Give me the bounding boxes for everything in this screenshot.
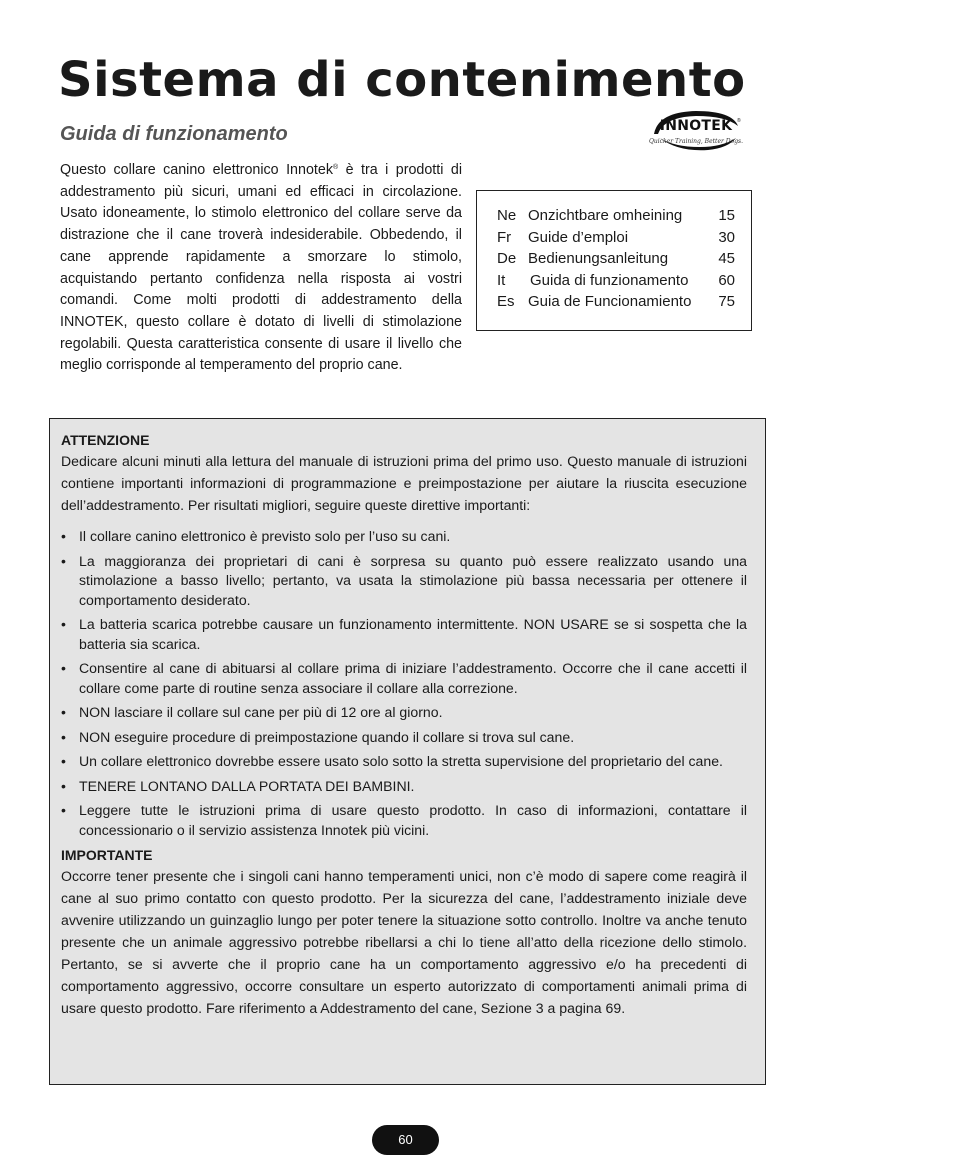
toc-page-number: 45 [718,250,735,267]
list-item [61,615,747,654]
bullet-icon: • [61,753,66,769]
toc-title: Guida di funzionamento [530,272,689,289]
list-item [61,527,747,547]
important-text: Occorre tener presente che i singoli cani hanno temperamenti unici, non c’è modo di sapere come reagirà il cane al suo primo contatto con questo prodotto. Per la sicurezza del cane, l’addestramento iniziale deve avvenire utilizzando un guinzaglio lungo per poter tenere la situazione sotto controllo. Inoltre va anche tenuto presente che un animale aggressivo potrebbe ribellarsi a chi lo tiene all’atto della ricezione dello stimolo. Pertanto, se si avverte che il proprio cane ha un comportamento aggressivo e/o ha precedenti di comportamento aggressivo, occorre consultare un esperto autorizzato di comportamenti animali prima di usare questo prodotto. Fare riferimento a Addestramento del cane, Sezione 3 a pagina 69. [61,868,747,1016]
toc-language-code: Es [497,293,515,310]
list-item [61,552,747,611]
page-title: Sistema di contenimento [58,52,746,108]
list-item [61,801,747,840]
list-item-text: Il collare canino elettronico è previsto solo per l’uso su cani. [79,528,451,544]
toc-language-code: Ne [497,207,517,224]
list-item [61,728,747,748]
intro-registered-mark: ® [332,164,339,171]
list-item-text: NON lasciare il collare sul cane per più di 12 ore al giorno. [79,704,443,720]
bullet-icon: • [61,777,66,794]
list-item [61,752,747,772]
bullet-icon: • [61,616,66,632]
list-item-text: La batteria scarica potrebbe causare un funzionamento intermittente. NON USARE se si sospetta che la batteria sia scarica. [79,616,747,652]
toc-row-ne[interactable] [497,205,735,227]
warning-content [61,430,747,1019]
intro-lead: Questo collare canino elettronico Innotek [60,162,333,178]
intro-paragraph [60,160,462,377]
toc-language-code: It [497,272,506,289]
warning-text: Dedicare alcuni minuti alla lettura del manuale di istruzioni prima del primo uso. Questo manuale di istruzioni contiene importanti informazioni di programmazione e preimpostazione per aiutare la riuscita esecuzione dell’addestramento. Per risultati migliori, seguire queste direttive importanti: [61,453,747,513]
toc-page-number: 75 [718,293,735,310]
innotek-logo [648,108,744,156]
toc-title: Guide d’emploi [528,229,629,246]
important-heading: IMPORTANTE [61,847,153,863]
list-item [61,703,747,723]
toc-page-number: 60 [718,272,735,289]
logo-registered-mark: ® [737,118,741,124]
list-item-text: NON eseguire procedure di preimpostazione quando il collare si trova sul cane. [79,728,575,745]
bullet-icon: • [61,552,66,569]
bullet-icon: • [61,728,66,745]
intro-text: è tra i prodotti di addestramento più sicuri, umani ed efficaci in circolazione. Usato idoneamente, lo stimolo elettronico del collare serve da distrazione che il cane troverà indesiderabile. Obbedendo, il cane apprende rapidamente a smorzare lo stimolo, acquistando pertanto confidenza nella risposta ai vostri comandi. Come molti prodotti di addestramento della INNOTEK, questo collare è dotato di livelli di stimolazione regolabili. Questa caratteristica consente di usare il livello che meglio corrisponde al temperamento del proprio cane. [60,162,462,374]
bullet-icon: • [61,528,66,544]
toc-row-es[interactable] [497,291,735,313]
warning-box [49,418,766,1085]
list-item-text: La maggioranza dei proprietari di cani è sorpresa su quanto può essere realizzato usando una stimolazione a basso livello; pertanto, va usata la stimolazione più bassa necessaria per ottenere il comportamento desiderato. [79,552,747,608]
language-index [476,190,752,331]
list-item [61,777,747,797]
toc-title: Guia de Funcionamiento [528,293,692,310]
bullet-icon: • [61,802,66,818]
toc-row-fr[interactable] [497,227,735,249]
toc-language-code: Fr [497,229,512,246]
list-item [61,659,747,698]
toc-page-number: 30 [718,229,735,246]
list-item-text: TENERE LONTANO DALLA PORTATA DEI BAMBINI. [79,777,415,794]
toc-row-it[interactable] [497,270,735,292]
list-item-text: Leggere tutte le istruzioni prima di usare questo prodotto. In caso di informazioni, contattare il concessionario o il servizio assistenza Innotek più vicini. [79,802,747,838]
page-subtitle: Guida di funzionamento [60,123,288,145]
toc-row-de[interactable] [497,248,735,270]
bullet-icon: • [61,660,66,676]
list-item-text: Un collare elettronico dovrebbe essere usato solo sotto la stretta supervisione del proprietario del cane. [79,753,723,769]
toc-title: Onzichtbare omheining [528,207,683,224]
toc-page-number: 15 [718,207,735,224]
toc-language-code: De [497,250,517,267]
warning-heading: ATTENZIONE [61,432,150,448]
list-item-text: Consentire al cane di abituarsi al collare prima di iniziare l’addestramento. Occorre che il cane accetti il collare come parte di routine senza associare il collare alla correzione. [79,660,747,696]
toc-title: Bedienungsanleitung [528,250,669,267]
page-number-badge: 60 [372,1125,439,1155]
warning-list [61,527,747,840]
logo-tagline: Quicker Training, Better Dogs. [648,138,744,145]
bullet-icon: • [61,704,66,720]
logo-wordmark: INNOTEK [659,118,733,134]
